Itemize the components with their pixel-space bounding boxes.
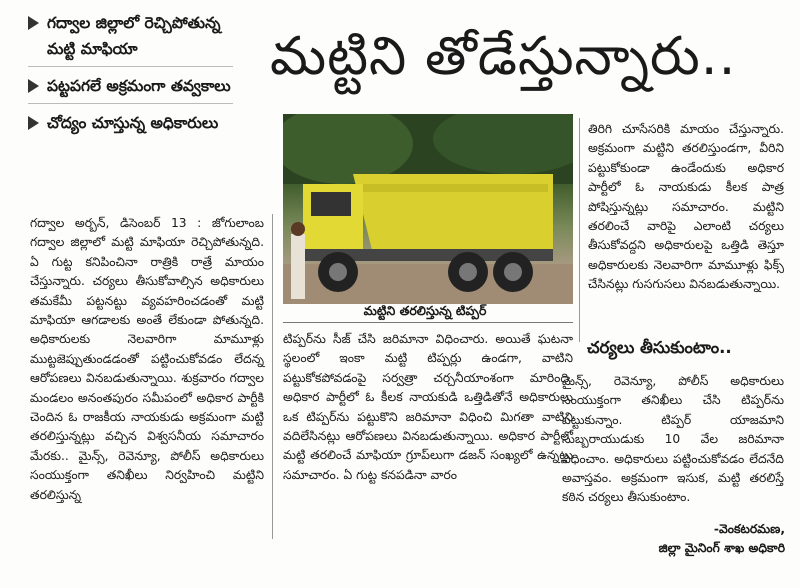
- highlight-item: [28, 73, 233, 104]
- column-divider: [579, 118, 580, 342]
- article-column-left: [30, 214, 264, 505]
- headline: మట్టిని తోడేస్తున్నారు..: [270, 26, 737, 87]
- official-title: జిల్లా మైనింగ్ శాఖ అధికారి: [658, 541, 785, 556]
- highlight-text: చోద్యం చూస్తున్న అధికారులు: [47, 114, 219, 132]
- highlight-text: గద్వాల జిల్లాలో రెచ్చిపోతున్న మట్టి మాఫియా: [47, 14, 221, 58]
- subheading: చర్యలు తీసుకుంటాం..: [587, 338, 732, 357]
- highlights-list: [28, 10, 233, 146]
- quote-paragraph: మైన్స్, రెవెన్యూ, పోలీస్ అధికారులు సంయుక్తంగా తనిఖీలు చేసి టిప్పర్‌ను పట్టుకున్నాం. టిప్పర్ యాజమాని సుబ్బరాయుడుకు 10 వేల జరిమానా విధించాం. అధికారులు పట్టించుకోవడం లేదనేది అవాస్తవం. అక్రమంగా ఇసుక, మట్టి తరలిస్తే కఠిన చర్యలు తీసుకుంటాం.: [562, 374, 784, 505]
- triangle-bullet-icon: [28, 116, 39, 130]
- tipper-truck-illustration: [283, 114, 573, 304]
- tipper-truck-photo: [283, 114, 573, 304]
- photo-caption: మట్టిని తరలిస్తున్న టిప్పర్: [363, 303, 487, 318]
- article-paragraph: గద్వాల అర్బన్, డిసెంబర్ 13 : జోగులాంబ గద్వాల జిల్లాలో మట్టి మాఫియా రెచ్చిపోతున్నది. ఏ గుట్ట కనిపించినా రాత్రికి రాత్రే మాయం చేస్తున్నారు. చర్యలు తీసుకోవాల్సిన అధికారులు తమకేమీ పట్టనట్టు వ్యవహరించడంతో మట్టి మాఫియా ఆగడాలకు అంతే లేకుండా పోతున్నది. అధికారులకు నెలవారిగా మామూళ్లు ముట్టజెప్పుతుండడంతో పట్టించుకోవడం లేదన్న ఆరోపణలు వినబడుతున్నాయి. శుక్రవారం గద్వాల మండలం అనంతపురం సమీపంలో అధికార పార్టీకి చెందిన ఓ రాజకీయ నాయకుడు అక్రమంగా మట్టి తరలిస్తున్నట్లు వచ్చిన విశ్వసనీయ సమాచారం మేరకు.. మైన్స్, రెవెన్యూ, పోలీస్ అధికారులు సంయుక్తంగా తనిఖీలు నిర్వహించి మట్టిని తరలిస్తున్న: [30, 216, 264, 502]
- article-column-middle: [283, 330, 573, 485]
- highlight-item: [28, 110, 233, 140]
- triangle-bullet-icon: [28, 79, 39, 93]
- triangle-bullet-icon: [28, 16, 39, 30]
- official-quote: [562, 372, 784, 508]
- highlight-item: [28, 10, 233, 67]
- quote-attribution: [600, 520, 785, 559]
- highlight-text: పట్టపగలే అక్రమంగా తవ్వకాలు: [47, 77, 231, 95]
- article-paragraph: టిప్పర్‌ను సీజ్ చేసి జరిమానా విధించారు. అయితే ఘటనా స్థలంలో ఇంకా మట్టి టిప్పర్లు ఉండగా, వాటిని పట్టుకోకపోవడంపై సర్వత్రా చర్చనీయాంశంగా మారింది. అధికార పార్టీలో ఓ కీలక నాయకుడి ఒత్తిడితోనే అధికారులు ఒక టిప్పర్‌ను పట్టుకొని జరిమానా విధించి మిగతా వాటిని వదిలేసినట్లు ఆరోపణలు వినబడుతున్నాయి. అధికార పార్టీలో మట్టి తరలించే మాఫియా గ్రూప్‌లుగా డజన్ సంఖ్యలో ఉన్నట్లు సమాచారం. ఏ గుట్ట కనపడినా వారం: [283, 332, 573, 482]
- column-divider: [272, 214, 273, 539]
- article-paragraph: తిరిగి చూసేసరికి మాయం చేస్తున్నారు. అక్రమంగా మట్టిని తరలిస్తుండగా, వీరిని పట్టుకోకుండా ఉండేందుకు అధికార పార్టీలో ఓ నాయకుడు కీలక పాత్ర పోషిస్తున్నట్లు సమాచారం. మట్టిని తరలించే వారిపై ఎలాంటి చర్యలు తీసుకోవద్దని అధికారులపై ఒత్తిడి తెస్తూ అధికారులకు నెలవారిగా మామూళ్లు ఫిక్స్ చేసినట్లు గుసగుసలు వినబడుతున్నాయి.: [588, 122, 784, 292]
- article-column-right: [588, 120, 784, 295]
- caption-divider: [283, 322, 573, 323]
- official-name: -వెంకటరమణ,: [713, 522, 785, 536]
